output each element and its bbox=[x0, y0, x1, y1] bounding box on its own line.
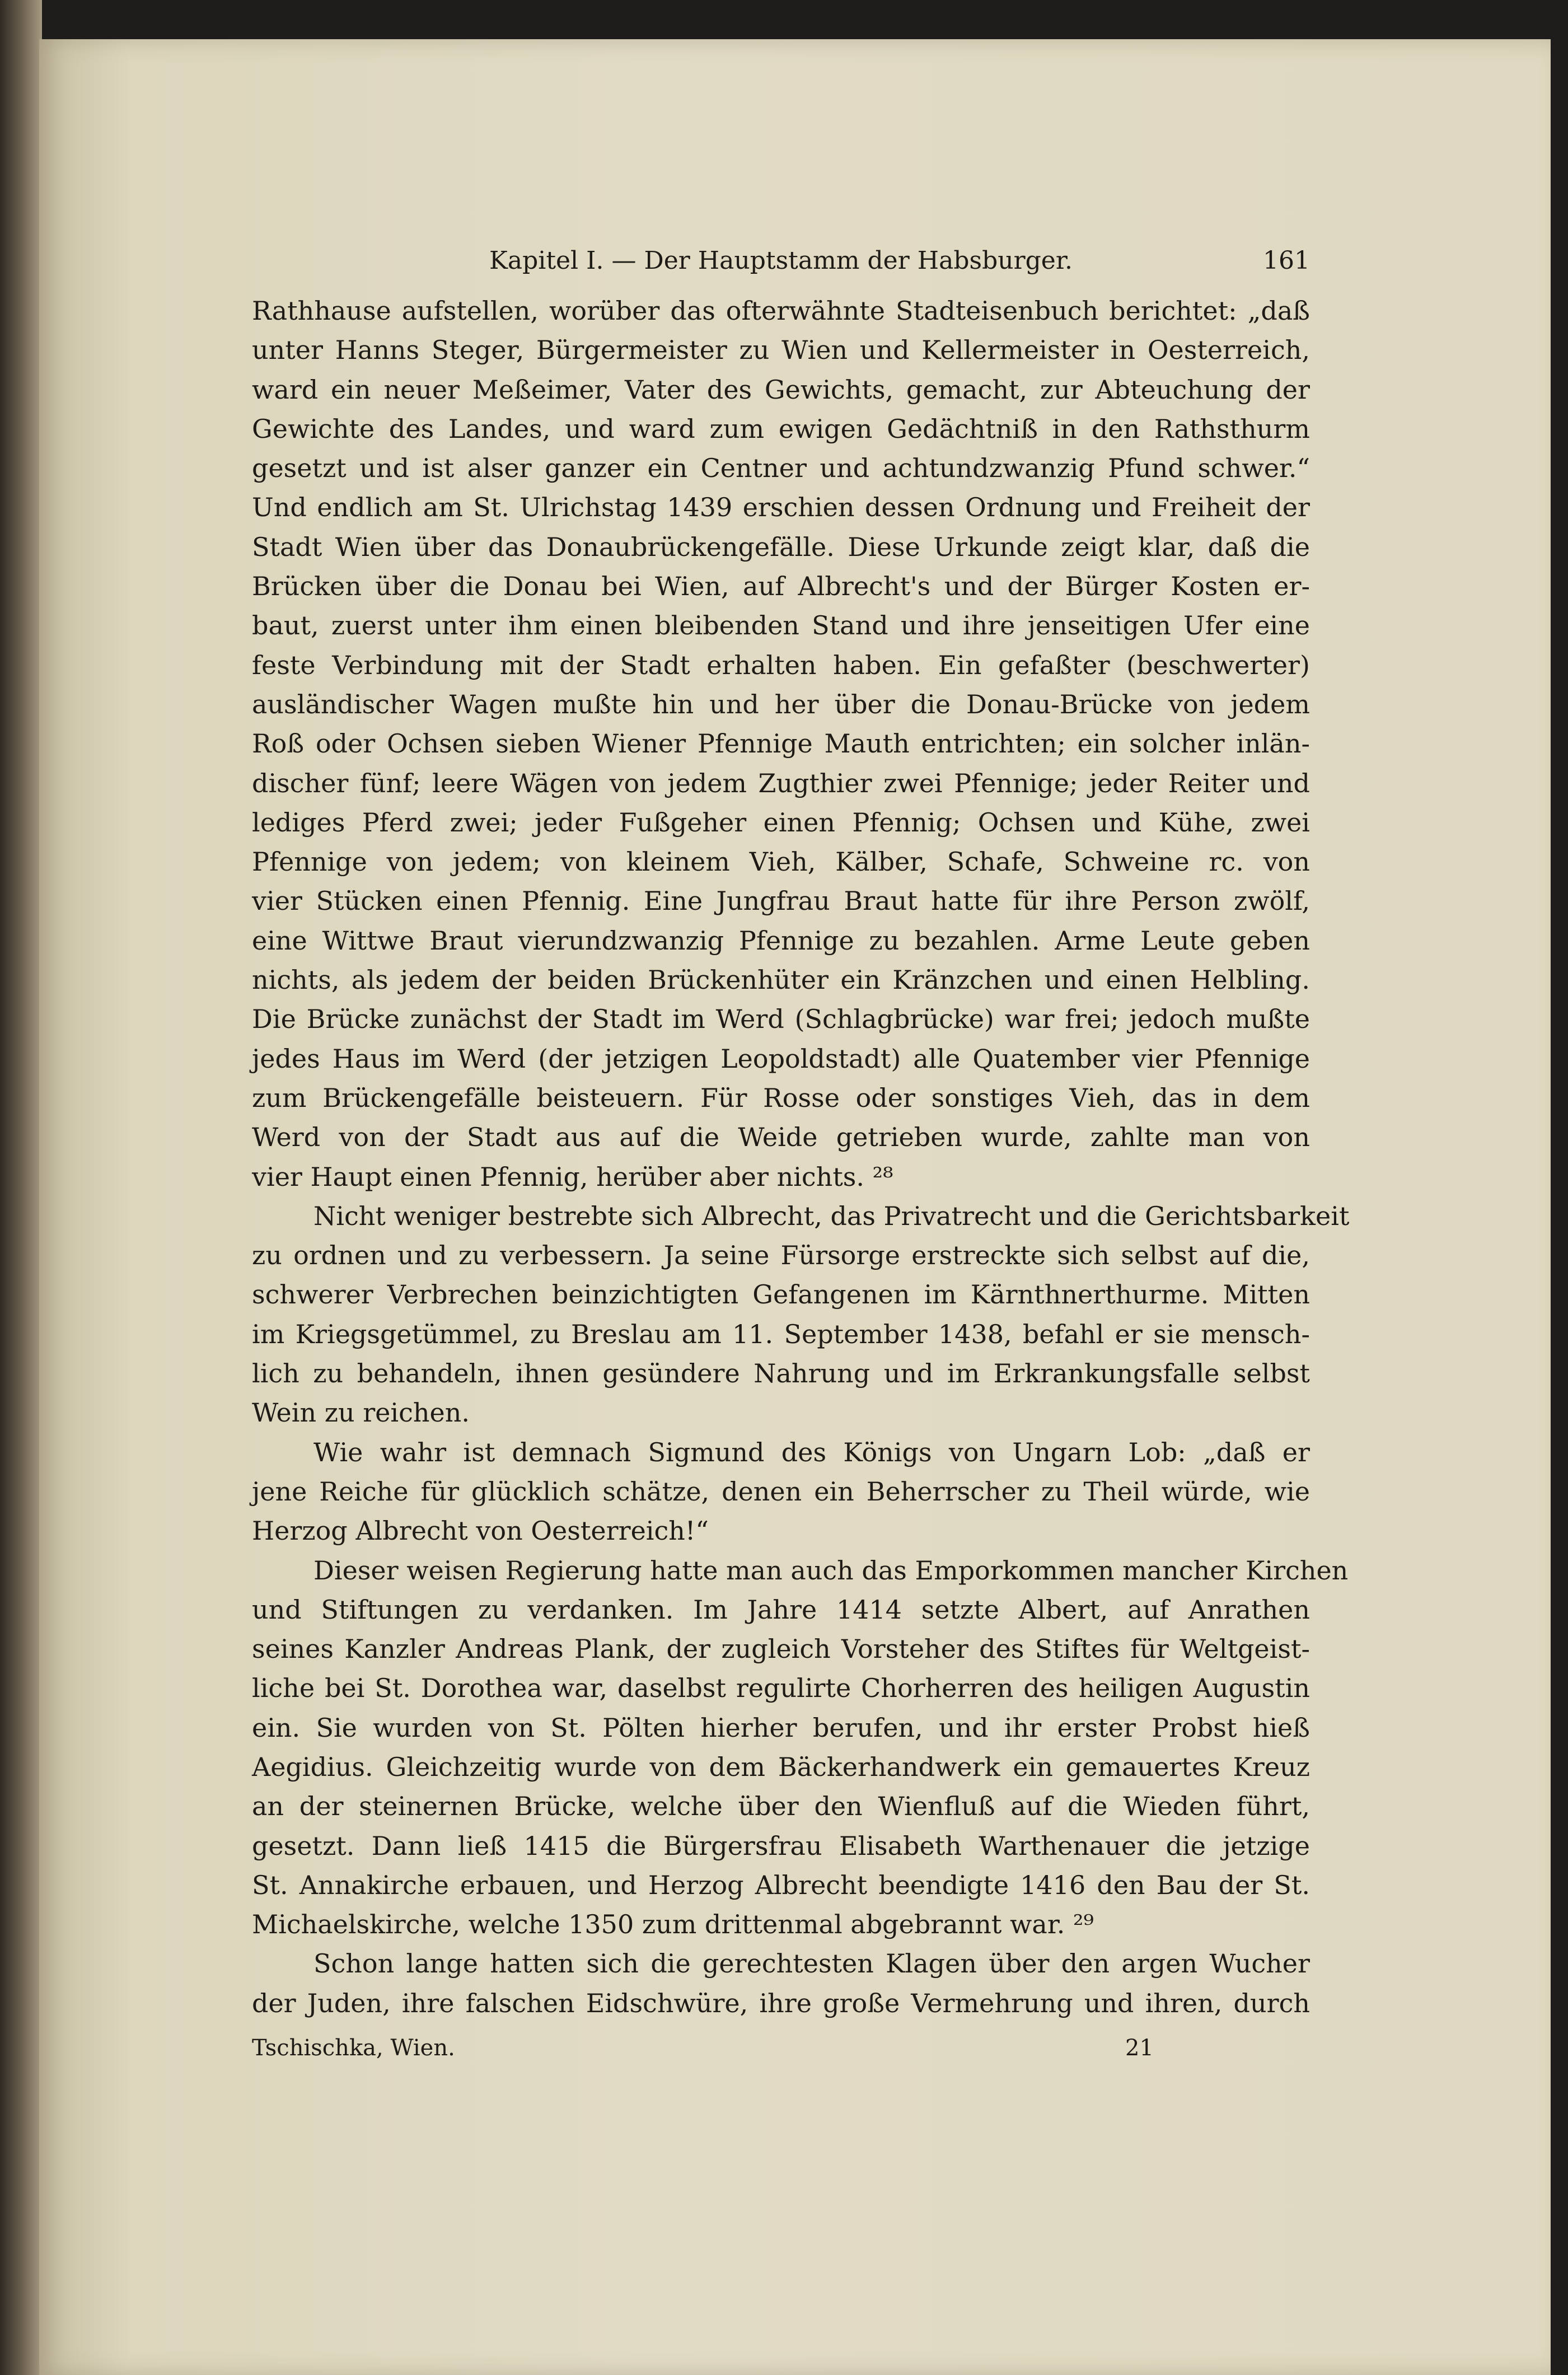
text-line: ausländischer Wagen mußte hin und her über die Donau-Brücke von jedem bbox=[252, 689, 1310, 719]
text-line: lediges Pferd zwei; jeder Fußgeher einen Pfennig; Ochsen und Kühe, zwei bbox=[252, 807, 1310, 838]
text-line: Michaelskirche, welche 1350 zum drittenmal abgebrannt war. ²⁹ bbox=[252, 1909, 1094, 1940]
text-line: Brücken über die Donau bei Wien, auf Albrecht's und der Bürger Kosten er- bbox=[252, 571, 1310, 602]
text-line: Rathhause aufstellen, worüber das ofterwähnte Stadteisenbuch berichtet: „daß bbox=[252, 296, 1310, 326]
text-line: Gewichte des Landes, und ward zum ewigen Gedächtniß in den Rathsthurm bbox=[252, 413, 1310, 444]
text-line: im Kriegsgetümmel, zu Breslau am 11. September 1438, befahl er sie mensch- bbox=[252, 1319, 1310, 1349]
text-line: ein. Sie wurden von St. Pölten hierher berufen, und ihr erster Probst hieß bbox=[252, 1712, 1310, 1743]
text-line: seines Kanzler Andreas Plank, der zugleich Vorsteher des Stiftes für Weltgeist- bbox=[252, 1634, 1310, 1665]
text-line: und Stiftungen zu verdanken. Im Jahre 1414 setzte Albert, auf Anrathen bbox=[252, 1594, 1310, 1625]
printer-line: Tschischka, Wien. bbox=[252, 2035, 455, 2061]
text-line: zum Brückengefälle beisteuern. Für Rosse oder sonstiges Vieh, das in dem bbox=[252, 1082, 1310, 1113]
text-line: Stadt Wien über das Donaubrückengefälle. Diese Urkunde zeigt klar, daß die bbox=[252, 531, 1310, 562]
page-header bbox=[252, 246, 1310, 291]
text-line: liche bei St. Dorothea war, daselbst regulirte Chorherren des heiligen Augustin bbox=[252, 1673, 1310, 1704]
text-line: Pfennige von jedem; von kleinem Vieh, Kälber, Schafe, Schweine rc. von bbox=[252, 847, 1310, 877]
text-line: eine Wittwe Braut vierundzwanzig Pfennige zu bezahlen. Arme Leute geben bbox=[252, 925, 1310, 956]
text-line: feste Verbindung mit der Stadt erhalten haben. Ein gefaßter (beschwerter) bbox=[252, 649, 1310, 680]
text-line: unter Hanns Steger, Bürgermeister zu Wien und Kellermeister in Oesterreich, bbox=[252, 335, 1310, 366]
text-line: gesetzt und ist alser ganzer ein Centner und achtundzwanzig Pfund schwer.“ bbox=[252, 453, 1310, 484]
text-line: jedes Haus im Werd (der jetzigen Leopoldstadt) alle Quatember vier Pfennige bbox=[252, 1043, 1310, 1074]
sheet-signature: 21 bbox=[1125, 2035, 1154, 2061]
text-line: Wie wahr ist demnach Sigmund des Königs von Ungarn Lob: „daß er bbox=[313, 1437, 1310, 1467]
text-line: Nicht weniger bestrebte sich Albrecht, das Privatrecht und die Gerichtsbarkeit bbox=[313, 1200, 1350, 1231]
text-line: der Juden, ihre falschen Eidschwüre, ihre große Vermehrung und ihren, durch bbox=[252, 1988, 1310, 2018]
text-line: Und endlich am St. Ulrichstag 1439 erschien dessen Ordnung und Freiheit der bbox=[252, 492, 1310, 523]
text-line: Wein zu reichen. bbox=[252, 1397, 470, 1428]
text-line: Werd von der Stadt aus auf die Weide getrieben wurde, zahlte man von bbox=[252, 1122, 1310, 1153]
text-line: baut, zuerst unter ihm einen bleibenden Stand und ihre jenseitigen Ufer eine bbox=[252, 610, 1310, 641]
text-line: Herzog Albrecht von Oesterreich!“ bbox=[252, 1516, 709, 1546]
book-spine bbox=[0, 0, 42, 2375]
text-line: schwerer Verbrechen beinzichtigten Gefangenen im Kärnthnerthurme. Mitten bbox=[252, 1279, 1310, 1310]
text-line: vier Haupt einen Pfennig, herüber aber nichts. ²⁸ bbox=[252, 1161, 893, 1192]
text-line: zu ordnen und zu verbessern. Ja seine Fürsorge erstreckte sich selbst auf die, bbox=[252, 1240, 1310, 1271]
text-line: Die Brücke zunächst der Stadt im Werd (Schlagbrücke) war frei; jedoch mußte bbox=[252, 1004, 1310, 1035]
page-footer bbox=[252, 2035, 1310, 2069]
text-line: Roß oder Ochsen sieben Wiener Pfennige Mauth entrichten; ein solcher inlän- bbox=[252, 728, 1310, 759]
page-number: 161 bbox=[1263, 246, 1310, 275]
running-title: Kapitel I. — Der Hauptstamm der Habsburger. bbox=[489, 246, 1073, 275]
text-line: jene Reiche für glücklich schätze, denen ein Beherrscher zu Theil würde, wie bbox=[252, 1476, 1310, 1507]
text-line: Schon lange hatten sich die gerechtesten Klagen über den argen Wucher bbox=[313, 1948, 1310, 1979]
text-line: ward ein neuer Meßeimer, Vater des Gewichts, gemacht, zur Abteuchung der bbox=[252, 374, 1310, 405]
text-line: lich zu behandeln, ihnen gesündere Nahrung und im Erkrankungsfalle selbst bbox=[252, 1358, 1310, 1389]
text-block bbox=[252, 246, 1350, 2069]
text-line: Aegidius. Gleichzeitig wurde von dem Bäckerhandwerk ein gemauertes Kreuz bbox=[252, 1751, 1310, 1782]
body-text bbox=[252, 291, 1350, 2023]
text-line: discher fünf; leere Wägen von jedem Zugthier zwei Pfennige; jeder Reiter und bbox=[252, 768, 1310, 798]
text-line: gesetzt. Dann ließ 1415 die Bürgersfrau Elisabeth Warthenauer die jetzige bbox=[252, 1830, 1310, 1861]
text-line: St. Annakirche erbauen, und Herzog Albrecht beendigte 1416 den Bau der St. bbox=[252, 1869, 1310, 1900]
text-line: an der steinernen Brücke, welche über den Wienfluß auf die Wieden führt, bbox=[252, 1791, 1310, 1822]
text-line: vier Stücken einen Pfennig. Eine Jungfrau Braut hatte für ihre Person zwölf, bbox=[252, 886, 1310, 917]
text-line: nichts, als jedem der beiden Brückenhüter ein Kränzchen und einen Helbling. bbox=[252, 965, 1310, 995]
text-line: Dieser weisen Regierung hatte man auch das Emporkommen mancher Kirchen bbox=[313, 1555, 1349, 1586]
book-page bbox=[39, 39, 1551, 2375]
